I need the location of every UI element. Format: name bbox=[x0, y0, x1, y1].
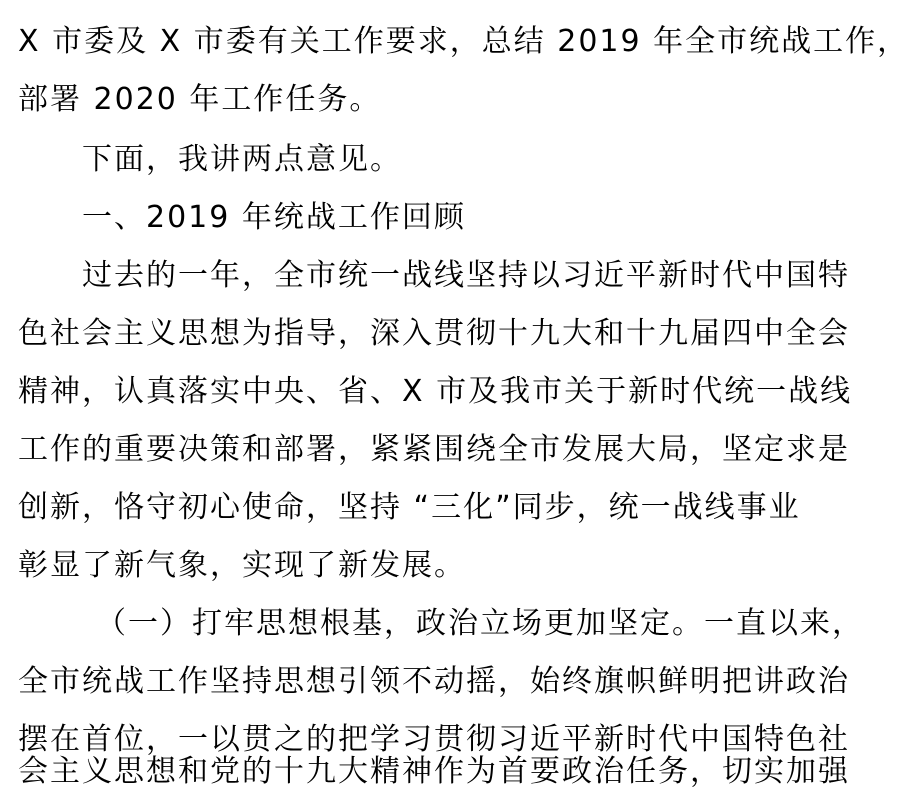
text-line-5: 过去的一年，全市统一战线坚持以习近平新时代中国特 bbox=[82, 258, 850, 293]
text-line-6: 色社会主义思想为指导，深入贯彻十九大和十九届四中全会 bbox=[18, 316, 850, 351]
text-line-14: 会主义思想和党的十九大精神作为首要政治任务，切实加强 bbox=[18, 754, 850, 789]
subsection-heading-line: （一）打牢思想根基，政治立场更加坚定。一直以来， bbox=[96, 606, 864, 641]
text-line-12: 全市统战工作坚持思想引领不动摇，始终旗帜鲜明把讲政治 bbox=[18, 664, 850, 699]
text-line-1: X 市委及 X 市委有关工作要求，总结 2019 年全市统战工作， bbox=[18, 24, 909, 59]
text-line-9: 创新，恪守初心使命，坚持 “三化”同步，统一战线事业 bbox=[18, 490, 801, 525]
text-line-10: 彰显了新气象，实现了新发展。 bbox=[18, 548, 466, 583]
text-line-8: 工作的重要决策和部署，紧紧围绕全市发展大局，坚定求是 bbox=[18, 432, 850, 467]
text-line-13: 摆在首位，一以贯之的把学习贯彻习近平新时代中国特色社 bbox=[18, 722, 850, 757]
text-line-3: 下面，我讲两点意见。 bbox=[82, 142, 402, 177]
text-line-2: 部署 2020 年工作任务。 bbox=[18, 82, 382, 117]
text-line-7: 精神，认真落实中央、省、X 市及我市关于新时代统一战线 bbox=[18, 374, 853, 409]
section-heading: 一、2019 年统战工作回顾 bbox=[82, 200, 466, 235]
